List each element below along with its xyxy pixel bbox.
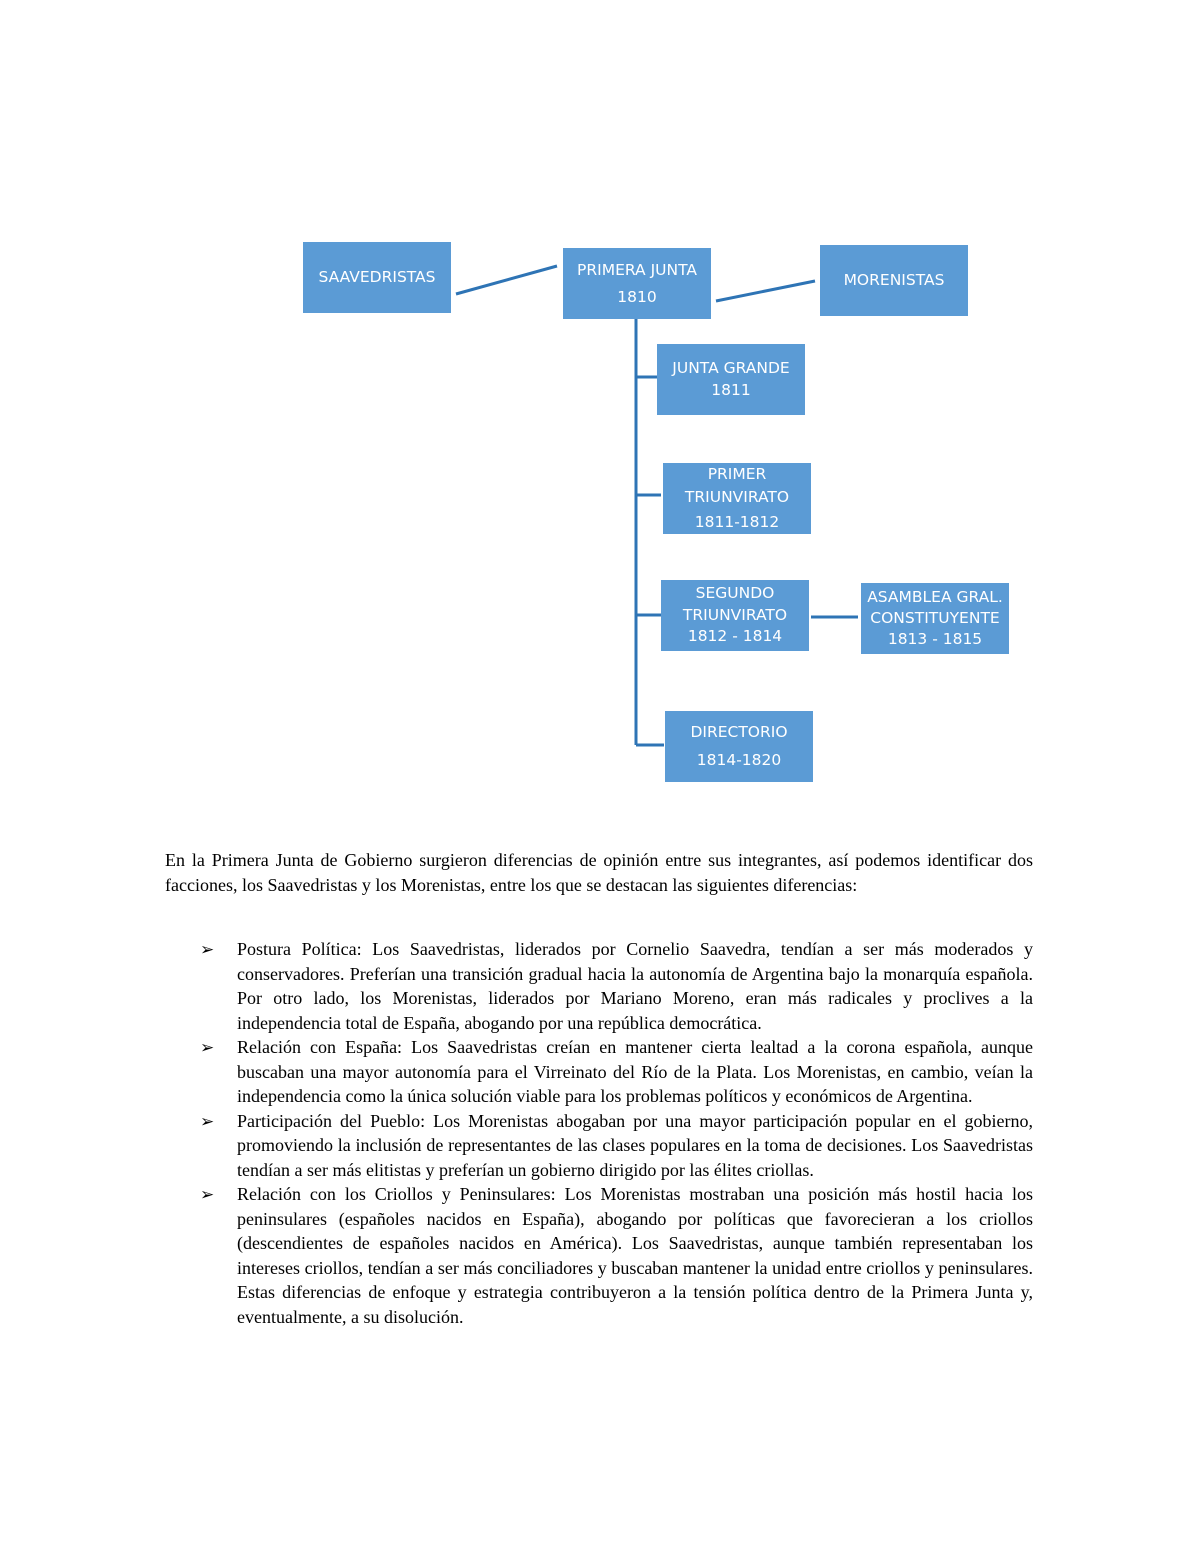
node-junta-grande xyxy=(657,344,805,415)
node-asamblea-line2: CONSTITUYENTE xyxy=(870,608,1000,627)
node-directorio-years: 1814-1820 xyxy=(696,750,782,769)
list-item-text: Postura Política: Los Saavedristas, liderados por Cornelio Saavedra, tendían a ser más moderados y conservadores. Preferían una transición gradual hacia la autonomía de Argentina bajo la monarquía española. Por otro lado, los Morenistas, liderados por Mariano Moreno, eran más radicales y proclives a la independencia total de España, abogando por una república democrática. xyxy=(237,939,1033,1033)
node-morenistas-label: MORENISTAS xyxy=(843,270,945,289)
node-segundo-triunvirato xyxy=(661,580,809,651)
node-asamblea-line1: ASAMBLEA GRAL. xyxy=(867,587,1003,606)
arrow-bullet-icon: ➢ xyxy=(200,1038,215,1058)
node-morenistas xyxy=(820,245,968,316)
node-segundo-triunvirato-years: 1812 - 1814 xyxy=(687,627,783,646)
node-primera-junta-title: PRIMERA JUNTA xyxy=(577,261,697,280)
node-junta-grande-year: 1811 xyxy=(711,380,751,399)
list-item xyxy=(165,1182,1033,1329)
list-item xyxy=(165,1109,1033,1183)
node-junta-grande-title: JUNTA GRANDE xyxy=(672,359,790,378)
node-saavedristas xyxy=(303,242,451,313)
connector-saavedristas xyxy=(456,266,557,294)
node-primera-junta-year: 1810 xyxy=(617,287,657,306)
arrow-bullet-icon: ➢ xyxy=(200,1185,215,1205)
list-item-text: Relación con España: Los Saavedristas creían en mantener cierta lealtad a la corona española, aunque buscaban una mayor autonomía para el Virreinato del Río de la Plata. Los Morenistas, en cambio, veían la independencia como la única solución viable para los problemas políticos y económicos de Argentina. xyxy=(237,1037,1033,1106)
list-item xyxy=(165,937,1033,1035)
node-primer-triunvirato-years: 1811-1812 xyxy=(694,513,780,532)
differences-list xyxy=(165,937,1033,1329)
connector-morenistas xyxy=(716,281,815,301)
node-asamblea-years: 1813 - 1815 xyxy=(887,630,983,649)
arrow-bullet-icon: ➢ xyxy=(200,940,215,960)
node-primera-junta xyxy=(563,248,711,319)
node-directorio xyxy=(665,711,813,782)
node-saavedristas-label: SAAVEDRISTAS xyxy=(318,267,436,286)
node-segundo-triunvirato-line2: TRIUNVIRATO xyxy=(682,605,788,624)
node-primer-triunvirato-line1: PRIMER xyxy=(707,465,767,484)
arrow-bullet-icon: ➢ xyxy=(200,1111,215,1132)
node-asamblea xyxy=(861,583,1009,654)
node-primer-triunvirato-line2: TRIUNVIRATO xyxy=(684,487,790,506)
list-item-text: Relación con los Criollos y Peninsulares: Los Morenistas mostraban una posición más hostil hacia los peninsulares (españoles nacidos en España), abogando por políticas que favorecieran a los criollos (descendientes de españoles nacidos en América). Los Saavedristas, aunque también representaban los intereses criollos, tendían a ser más conciliadores y buscaban mantener la unidad entre criollos y peninsulares. Estas diferencias de enfoque y estrategia contribuyeron a la tensión política dentro de la Primera Junta y, eventualmente, a su disolución. xyxy=(237,1184,1033,1327)
node-segundo-triunvirato-line1: SEGUNDO xyxy=(695,584,775,603)
node-primer-triunvirato xyxy=(663,463,811,534)
node-directorio-title: DIRECTORIO xyxy=(690,723,788,742)
list-item-text: Participación del Pueblo: Los Morenistas abogaban por una mayor participación popular en el gobierno, promoviendo la inclusión de representantes de las clases populares en la toma de decisiones. Los Saavedristas tendían a ser más elitistas y preferían un gobierno dirigido por las élites criollas. xyxy=(237,1110,1033,1180)
list-item xyxy=(165,1035,1033,1109)
intro-paragraph: En la Primera Junta de Gobierno surgieron diferencias de opinión entre sus integrantes, así podemos identificar dos facciones, los Saavedristas y los Morenistas, entre los que se destacan las siguientes diferencias: xyxy=(165,850,1033,895)
